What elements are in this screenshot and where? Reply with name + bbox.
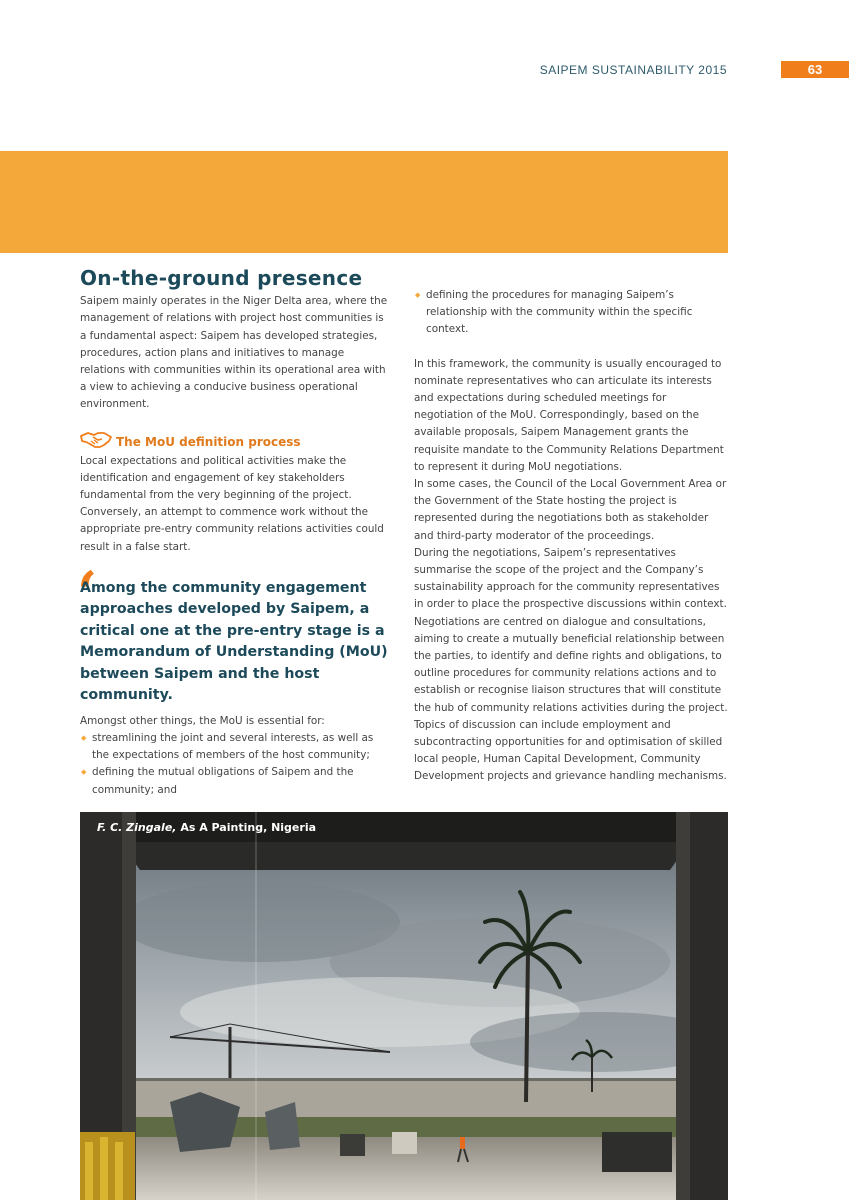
- hangar-photo: [80, 812, 728, 1200]
- list-item: ◆ defining the procedures for managing Saipem’s relationship with the community within the specific context.: [414, 287, 728, 339]
- section-title: On-the-ground presence: [80, 266, 363, 290]
- intro-paragraph: Saipem mainly operates in the Niger Delta area, where the management of relations with project host communities is a fundamental aspect: Saipem has developed strategies, procedures, action plans and initiatives to manage relations with communities within its operational area with a view to achieving a conducive business operational environment.: [80, 295, 388, 411]
- header-title: SAIPEM SUSTAINABILITY 2015: [539, 63, 727, 77]
- pull-quote-text: Among the community engagement approaches developed by Saipem, a critical one at the pre-entry stage is a Memorandum of Understanding (MoU) between Saipem and the host community.: [80, 579, 388, 704]
- quote-mark-icon: ‘: [77, 558, 98, 627]
- orange-banner: [0, 151, 728, 253]
- cases-paragraph: In some cases, the Council of the Local Government Area or the Government of the State hosting the project is represented during the negotiations both as stakeholder and third-party moderator of the proceedings.: [414, 478, 727, 542]
- page-number: 63: [781, 61, 849, 78]
- list-intro: Amongst other things, the MoU is essential for:: [80, 714, 325, 727]
- left-column: [77, 266, 392, 799]
- pull-quote: [77, 558, 392, 707]
- framework-paragraph: In this framework, the community is usually encouraged to nominate representatives who can articulate its interests and expectations during scheduled meetings for negotiation of the MoU. Correspondingly, based on the available proposals, Saipem Management grants the requisite mandate to the Community Relations Department to represent it during MoU negotiations.: [414, 357, 724, 473]
- right-column: [414, 287, 728, 786]
- subheading-label: The MoU definition process: [116, 434, 301, 449]
- photo-title: As A Painting, Nigeria: [180, 821, 317, 834]
- topics-paragraph: Topics of discussion can include employment and subcontracting opportunities for and optimisation of skilled local people, Human Capital Development, Community Development projects and grievance handling mechanisms.: [414, 718, 727, 783]
- photo-caption: [97, 821, 316, 834]
- subheading: [80, 431, 392, 453]
- list-item: ◆ streamlining the joint and several interests, as well as the expectations of members of the host community;: [80, 730, 392, 764]
- list-item: ◆ defining the mutual obligations of Saipem and the community; and: [80, 764, 392, 798]
- handshake-icon: [80, 431, 116, 453]
- photo-author: F. C. Zingale,: [97, 821, 177, 834]
- negotiations-paragraph: During the negotiations, Saipem’s representatives summarise the scope of the project and the Company’s sustainability approach for the community representatives in order to place the prospective discussions within context. Negotiations are centred on dialogue and consultations, aiming to create a mutually beneficial relationship between the parties, to identify and define rights and obligations, to outline procedures for community relations actions and to establish or recognise liaison structures that will constitute the hub of community relations activities during the project.: [414, 546, 728, 714]
- bullet-list-continued: [414, 287, 728, 339]
- photo-image: [80, 812, 728, 1200]
- bullet-list: [80, 730, 392, 799]
- sub-paragraph: Local expectations and political activities make the identification and engagement of key stakeholders fundamental from the very beginning of the project. Conversely, an attempt to commence work without the appropriate pre-entry community relations activities could result in a false start.: [80, 454, 384, 553]
